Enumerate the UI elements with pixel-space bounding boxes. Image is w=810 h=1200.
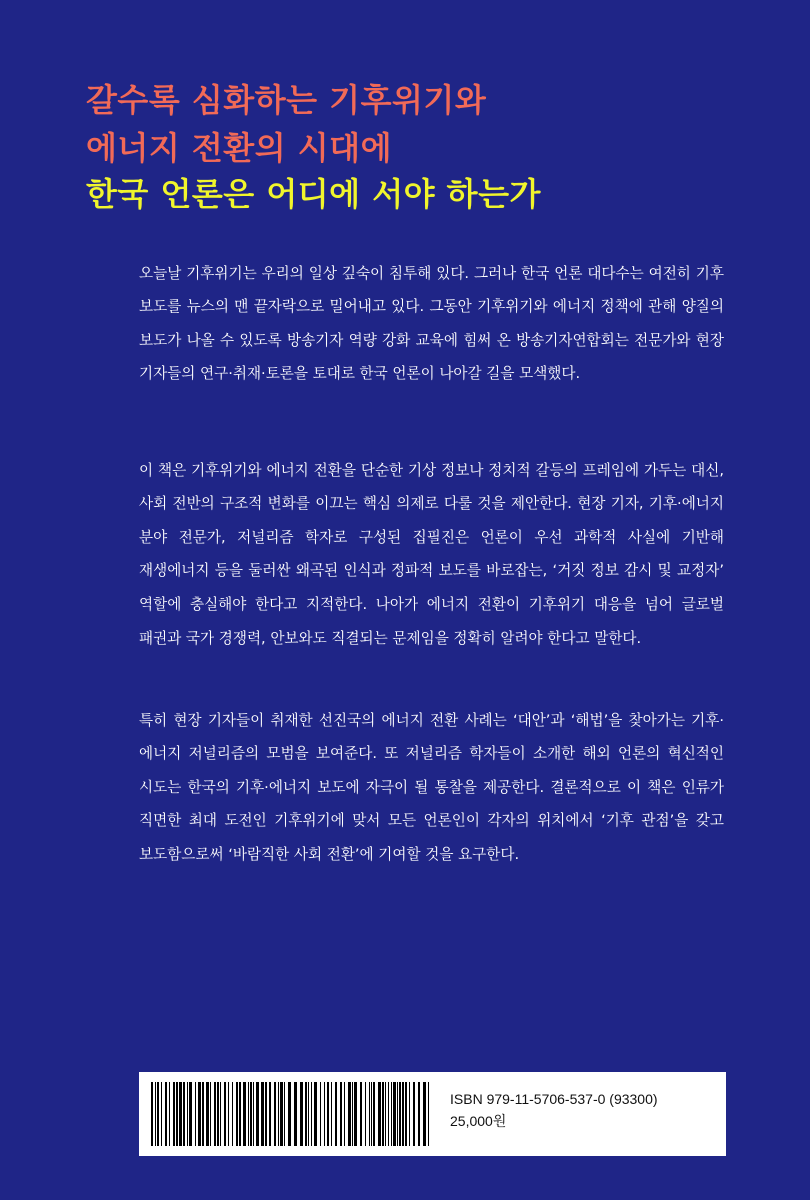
barcode-bar <box>278 1082 279 1146</box>
barcode-bar <box>360 1082 362 1146</box>
barcode-bar <box>314 1082 317 1146</box>
barcode-bar <box>217 1082 219 1146</box>
barcode-bar <box>187 1082 188 1146</box>
barcode-bar <box>248 1082 249 1146</box>
barcode-bar <box>256 1082 259 1146</box>
barcode-bar <box>382 1082 384 1146</box>
barcode-bar <box>236 1082 238 1146</box>
headline-line-3: 한국 언론은 어디에 서야 하는가 <box>86 175 541 213</box>
barcode-bar <box>423 1082 426 1146</box>
barcode-bar <box>413 1082 415 1146</box>
barcode-bar <box>402 1082 404 1146</box>
barcode-bar <box>261 1082 264 1146</box>
barcode-bar <box>308 1082 309 1146</box>
price: 25,000원 <box>450 1113 507 1129</box>
barcode-bar <box>294 1082 297 1146</box>
barcode-bar <box>173 1082 175 1146</box>
paragraph-intro: 오늘날 기후위기는 우리의 일상 깊숙이 침투해 있다. 그러나 한국 언론 대다수는 여전히 기후 보도를 뉴스의 맨 끝자락으로 밀어내고 있다. 그동안 기후위기와 에너지 정책에 관해 양질의 보도가 나올 수 있도록 방송기자 역량 강화 교육에 힘써 온 방송기자연합회는 전문가와 현장 기자들의 연구·취재·토론을 토대로 한국 언론이 나아갈 길을 모색했다. <box>139 264 724 383</box>
barcode-bar <box>265 1082 267 1146</box>
barcode-bar <box>206 1082 209 1146</box>
barcode-bar <box>352 1082 353 1146</box>
barcode-bar <box>405 1082 407 1146</box>
barcode-bar <box>280 1082 283 1146</box>
isbn-info <box>450 1088 658 1132</box>
barcode-bar <box>151 1082 153 1146</box>
barcode-bar <box>305 1082 307 1146</box>
barcode-bar <box>169 1082 170 1146</box>
barcode-bar <box>220 1082 221 1146</box>
barcode-bar <box>198 1082 201 1146</box>
barcode-bar <box>378 1082 381 1146</box>
barcode-bar <box>165 1082 167 1146</box>
barcode-bar <box>183 1082 185 1146</box>
barcode-bar <box>284 1082 285 1146</box>
barcode-bar <box>324 1082 325 1146</box>
barcode-bar <box>214 1082 216 1146</box>
barcode-bar <box>157 1082 159 1146</box>
barcode-bar <box>224 1082 226 1146</box>
barcode-bar <box>393 1082 396 1146</box>
barcode-bar <box>269 1082 271 1146</box>
barcode-bar <box>161 1082 162 1146</box>
barcode-bar <box>418 1082 420 1146</box>
barcode-bar <box>327 1082 329 1146</box>
barcode-bar <box>253 1082 254 1146</box>
barcode-bar <box>428 1082 429 1146</box>
barcode-bar <box>300 1082 303 1146</box>
barcode-bar <box>354 1082 357 1146</box>
barcode-bar <box>311 1082 312 1146</box>
barcode-bar <box>331 1082 332 1146</box>
barcode-bar <box>189 1082 192 1146</box>
barcode-bar <box>397 1082 398 1146</box>
barcode-bar <box>335 1082 337 1146</box>
barcode-bar <box>373 1082 375 1146</box>
paragraph-conclusion: 특히 현장 기자들이 취재한 선진국의 에너지 전환 사례는 ‘대안’과 ‘해법’을 찾아가는 기후·에너지 저널리즘의 모범을 보여준다. 또 저널리즘 학자들이 소개한 해외 언론의 혁신적인 시도는 한국의 기후·에너지 보도에 자극이 될 통찰을 제공한다. 결론적으로 이 책은 인류가 직면한 최대 도전인 기후위기에 맞서 모든 언론인이 각자의 위치에서 ‘기후 관점’을 갖고 보도함으로써 ‘바람직한 사회 전환’에 기여할 것을 요구한다. <box>139 711 724 863</box>
barcode-bar <box>176 1082 178 1146</box>
barcode-bar <box>232 1082 233 1146</box>
barcode-bar <box>399 1082 401 1146</box>
barcode-bar <box>195 1082 196 1146</box>
isbn-number: ISBN 979-11-5706-537-0 (93300) <box>450 1091 658 1107</box>
barcode-bar <box>202 1082 204 1146</box>
barcode-bar <box>371 1082 372 1146</box>
headline-line-1: 갈수록 심화하는 기후위기와 <box>86 81 487 119</box>
barcode-bar <box>239 1082 241 1146</box>
barcode-bar <box>250 1082 252 1146</box>
barcode-bar <box>344 1082 345 1146</box>
barcode-bar <box>340 1082 342 1146</box>
barcode-bar <box>243 1082 246 1146</box>
barcode-bar <box>179 1082 182 1146</box>
barcode-bar <box>274 1082 276 1146</box>
headline-line-2: 에너지 전환의 시대에 <box>86 129 392 167</box>
barcode-bar <box>388 1082 389 1146</box>
barcode-bar <box>365 1082 366 1146</box>
barcode-bar <box>288 1082 291 1146</box>
isbn-barcode-box <box>139 1072 726 1156</box>
paragraph-proposal: 이 책은 기후위기와 에너지 전환을 단순한 기상 정보나 정치적 갈등의 프레임에 가두는 대신, 사회 전반의 구조적 변화를 이끄는 핵심 의제로 다룰 것을 제안한다. 현장 기자, 기후·에너지 분야 전문가, 저널리즘 학자로 구성된 집필진은 언론이 우선 과학적 사실에 기반해 재생에너지 등을 둘러싼 왜곡된 인식과 정파적 보도를 바로잡는, ‘거짓 정보 감시 및 교정자’ 역할에 충실해야 한다고 지적한다. 나아가 에너지 전환이 기후위기 대응을 넘어 글로벌 패권과 국가 경쟁력, 안보와도 직결되는 문제임을 정확히 알려야 한다고 말한다. <box>139 461 724 647</box>
barcode-bar <box>155 1082 156 1146</box>
barcode-bar <box>369 1082 370 1146</box>
barcode-bar <box>228 1082 229 1146</box>
barcode-bar <box>385 1082 386 1146</box>
barcode-bar <box>348 1082 351 1146</box>
barcode-icon <box>151 1082 431 1146</box>
barcode-bar <box>391 1082 392 1146</box>
barcode-bar <box>409 1082 410 1146</box>
barcode-bar <box>210 1082 211 1146</box>
barcode-bar <box>320 1082 321 1146</box>
